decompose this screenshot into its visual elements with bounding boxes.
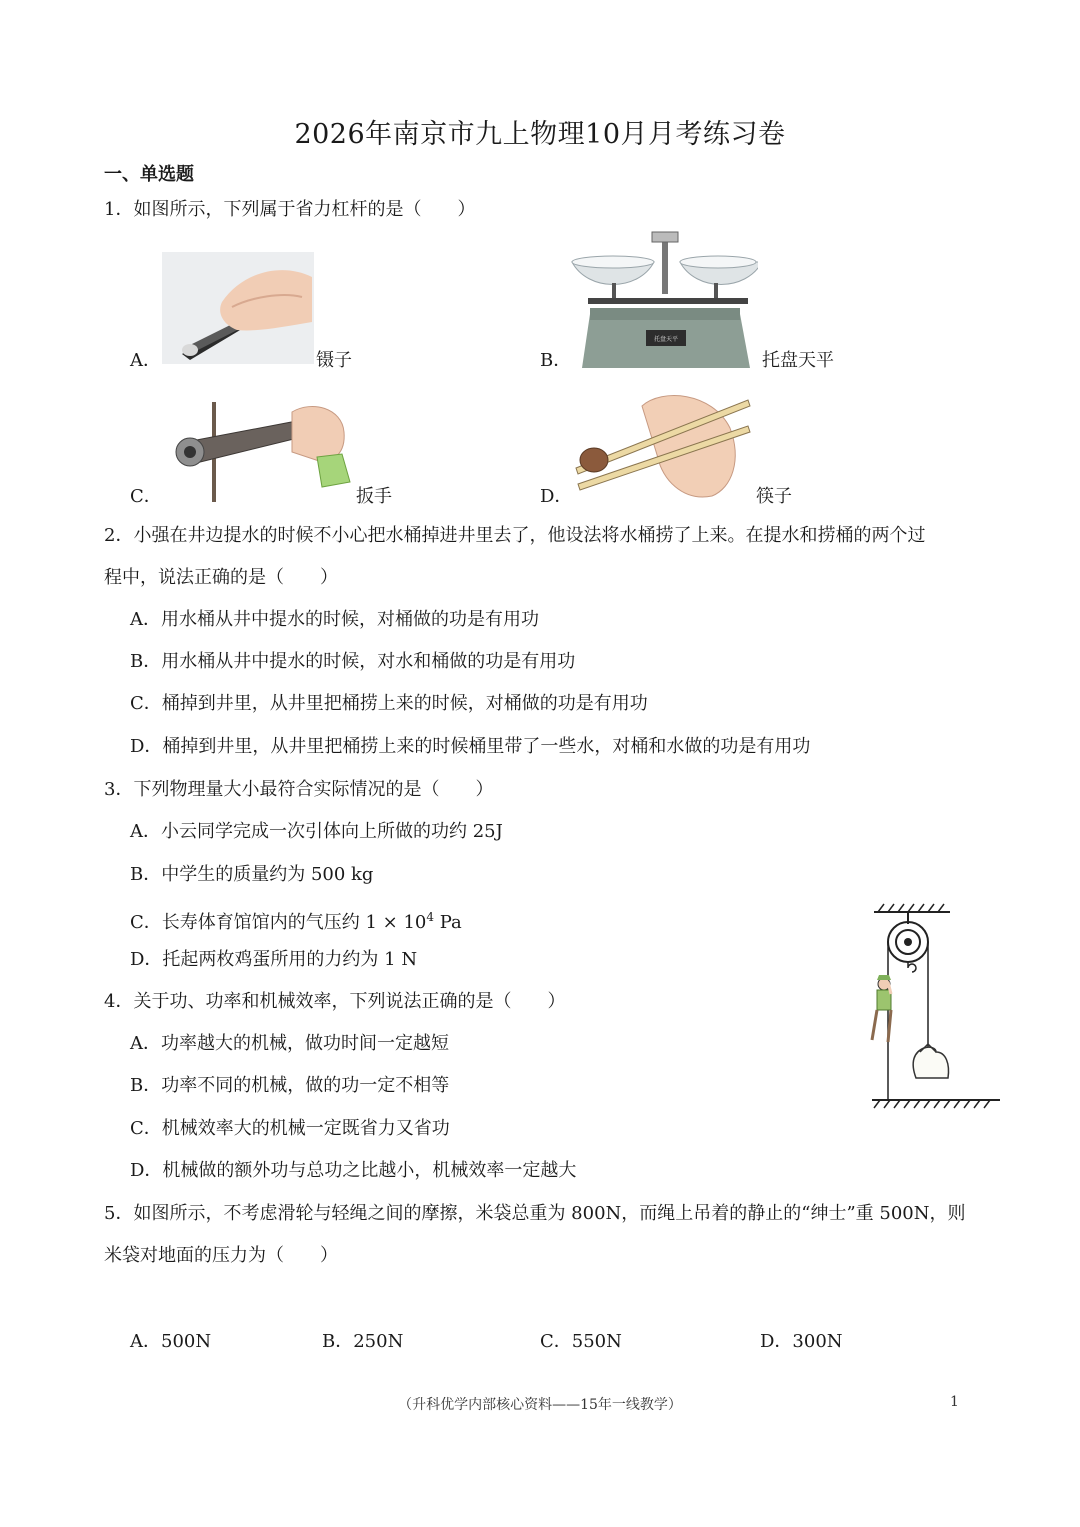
q4-option-c: C．机械效率大的机械一定既省力又省功	[130, 1118, 450, 1139]
q5-option-c: C．550N	[540, 1331, 622, 1352]
q5-option-d: D．300N	[760, 1331, 843, 1352]
q3-option-d: D．托起两枚鸡蛋所用的力约为 1 N	[130, 949, 418, 970]
q2-option-a: A．用水桶从井中提水的时候，对桶做的功是有用功	[130, 609, 539, 630]
q3-option-b: B．中学生的质量约为 500 kg	[130, 864, 374, 885]
question-2-stem-line1: 2．小强在井边提水的时候不小心把水桶掉进井里去了，他设法将水桶捞了上来。在提水和捞桶的两个过	[104, 525, 926, 546]
q1-option-a-letter: A．	[130, 350, 161, 371]
q5-option-a: A．500N	[130, 1331, 212, 1352]
q5-option-b: B．250N	[322, 1331, 404, 1352]
q3-option-c-text: C．长寿体育馆馆内的气压约 1 × 10	[130, 912, 427, 933]
q1-option-b-caption: 托盘天平	[762, 350, 834, 371]
q1-option-b-letter: B．	[540, 350, 572, 371]
q3-option-c-unit: Pa	[434, 912, 462, 933]
q1-option-c-caption: 扳手	[356, 486, 392, 507]
q1-option-c-letter: C．	[130, 486, 162, 507]
q4-option-a: A．功率越大的机械，做功时间一定越短	[130, 1033, 449, 1054]
q1-option-d-caption: 筷子	[756, 486, 792, 507]
question-5-stem-line2: 米袋对地面的压力为（ ）	[104, 1245, 338, 1266]
pulley-diagram	[864, 902, 1004, 1112]
chopsticks-image	[572, 388, 752, 502]
page-number: 1	[950, 1394, 959, 1410]
question-4-stem: 4．关于功、功率和机械效率，下列说法正确的是（ ）	[104, 991, 566, 1012]
balance-scale-image	[568, 228, 758, 368]
q2-option-b: B．用水桶从井中提水的时候，对水和桶做的功是有用功	[130, 651, 576, 672]
q1-option-a-caption: 镊子	[316, 350, 352, 371]
question-1-stem: 1．如图所示，下列属于省力杠杆的是（ ）	[104, 199, 476, 220]
q1-option-d-letter: D．	[540, 486, 573, 507]
question-3-stem: 3．下列物理量大小最符合实际情况的是（ ）	[104, 779, 494, 800]
balance-label-text: 托盘天平	[653, 336, 679, 343]
page-footer: （升科优学内部核心资料——15年一线教学）	[398, 1397, 682, 1413]
wrench-image	[172, 402, 354, 502]
question-5-stem-line1: 5．如图所示，不考虑滑轮与轻绳之间的摩擦，米袋总重为 800N，而绳上吊着的静止的“绅士”重 500N，则	[104, 1203, 966, 1224]
q3-option-c	[130, 904, 462, 936]
q3-option-a: A．小云同学完成一次引体向上所做的功约 25J	[130, 821, 503, 842]
q4-option-b: B．功率不同的机械，做的功一定不相等	[130, 1075, 450, 1096]
q2-option-c: C．桶掉到井里，从井里把桶捞上来的时候，对桶做的功是有用功	[130, 693, 648, 714]
question-2-stem-line2: 程中，说法正确的是（ ）	[104, 567, 338, 588]
tweezers-image	[162, 252, 314, 364]
page-title: 2026年南京市九上物理10月月考练习卷	[294, 119, 786, 150]
q3-option-c-exponent: 4	[426, 910, 435, 924]
section-heading: 一、单选题	[104, 164, 194, 185]
q2-option-d: D．桶掉到井里，从井里把桶捞上来的时候桶里带了一些水，对桶和水做的功是有用功	[130, 736, 811, 757]
q4-option-d: D．机械做的额外功与总功之比越小，机械效率一定越大	[130, 1160, 577, 1181]
